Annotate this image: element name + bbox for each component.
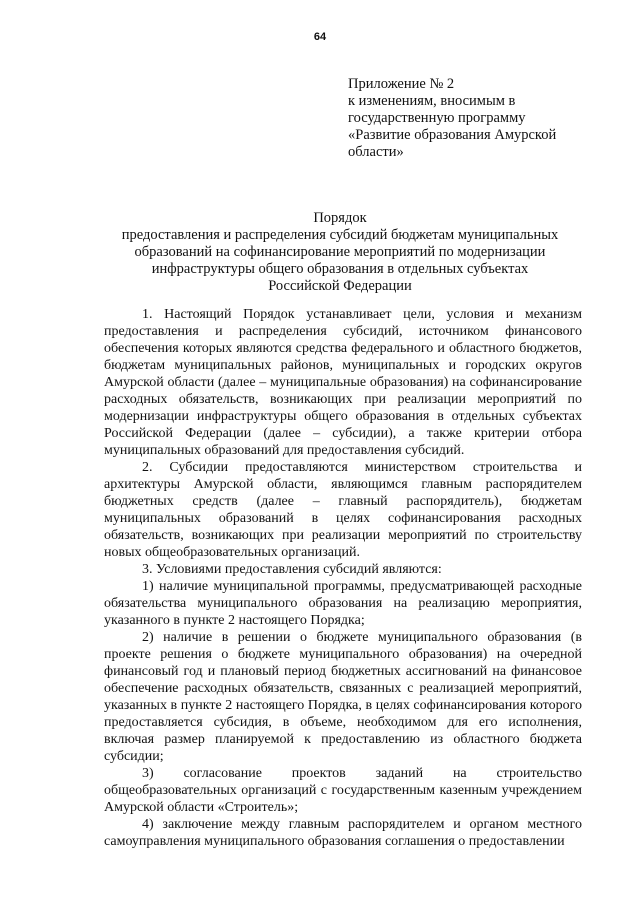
title-line: инфраструктуры общего образования в отдельных субъектах xyxy=(151,261,529,277)
paragraph: 1. Настоящий Порядок устанавливает цели, условия и механизм предоставления и распределения субсидий, источником финансового обеспечения которых являются средства федерального и областного бюджетов, бюджетам муниципальных районов, муниципальных и городских округов Амурской области (далее – муниципальные образования) на софинансирование расходных обязательств, возникающих при реализации мероприятий по модернизации инфраструктуры общего образования в отдельных субъектах Российской Федерации (далее – субсидии), а также критерии отбора муниципальных образований для предоставления субсидий. xyxy=(104,307,582,458)
paragraph: 2) наличие в решении о бюджете муниципального образования (в проекте решения о бюджете муниципального образования) на очередной финансовый год и плановый период бюджетных ассигнований на финансовое обеспечение расходных обязательств, связанных с реализацией мероприятий, указанных в пункте 2 настоящего Порядка, в целях софинансирования которого предоставляется субсидия, в объеме, необходимом для его исполнения, включая размер планируемой к предоставлению из областного бюджета субсидии; xyxy=(104,630,582,764)
paragraph: 2. Субсидии предоставляются министерством строительства и архитектуры Амурской области, являющимся главным распорядителем бюджетных средств (далее – главный распорядитель), бюджетам муниципальных образований в целях софинансирования расходных обязательств, возникающих при реализации мероприятий по строительству новых общеобразовательных организаций. xyxy=(104,460,582,560)
title-line: образований на софинансирование мероприятий по модернизации xyxy=(134,244,546,260)
appendix-line: «Развитие образования Амурской xyxy=(348,127,557,143)
appendix-line: Приложение № 2 xyxy=(348,76,455,92)
title-line: Российской Федерации xyxy=(268,278,412,294)
document-body xyxy=(104,306,582,850)
paragraph: 4) заключение между главным распорядителем и органом местного самоуправления муниципального образования соглашения о предоставлении xyxy=(104,817,582,849)
document-title xyxy=(100,210,580,295)
appendix-line: области» xyxy=(348,144,404,160)
title-line: предоставления и распределения субсидий бюджетам муниципальных xyxy=(121,227,559,243)
appendix-line: к изменениям, вносимым в xyxy=(348,93,516,109)
appendix-line: государственную программу xyxy=(348,110,526,126)
page-number: 64 xyxy=(313,31,327,43)
paragraph: 3) согласование проектов заданий на строительство общеобразовательных организаций с государственным казенным учреждением Амурской области «Строитель»; xyxy=(104,766,582,815)
title-heading: Порядок xyxy=(313,210,367,226)
paragraph: 1) наличие муниципальной программы, предусматривающей расходные обязательства муниципального образования на реализацию мероприятия, указанного в пункте 2 настоящего Порядка; xyxy=(104,579,582,628)
appendix-header xyxy=(348,76,598,161)
paragraph: 3. Условиями предоставления субсидий являются: xyxy=(142,562,442,577)
